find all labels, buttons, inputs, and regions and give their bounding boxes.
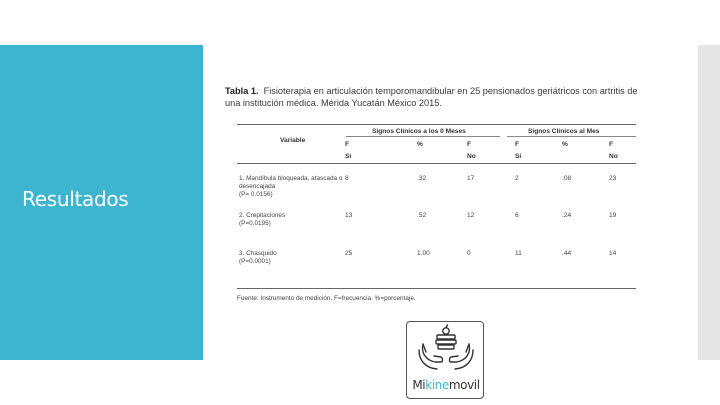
- subheader-f-pct: F: [345, 141, 350, 148]
- table-cell: .44: [562, 250, 572, 257]
- logo-text-mid: kine: [425, 378, 449, 392]
- table-cell: 25: [345, 250, 353, 257]
- table-top-rule: [237, 124, 636, 125]
- section-title: Resultados: [22, 187, 129, 211]
- table-cell: 17: [467, 175, 475, 182]
- table-cell: .24: [562, 212, 572, 219]
- table-cell: .32: [417, 175, 427, 182]
- table-cell: 12: [467, 212, 475, 219]
- table-cell: .52: [417, 212, 427, 219]
- logo-text-post: movil: [448, 378, 480, 392]
- group1-rule: [346, 136, 500, 137]
- table-row-variable: [239, 175, 349, 199]
- header-bottom-rule: [237, 163, 636, 164]
- table-cell: 19: [609, 212, 617, 219]
- table-row-variable: [239, 212, 349, 228]
- table-caption: [225, 85, 645, 109]
- group1-header: Signos Clínicos a los 0 Meses: [372, 128, 466, 135]
- subheader-si-no: No: [467, 153, 476, 160]
- subheader-si-no: No: [609, 153, 618, 160]
- variable-name: 1. Mandíbula bloqueada, atascada o desencajada: [239, 175, 343, 190]
- table-cell: .08: [562, 175, 572, 182]
- table-bottom-rule: [237, 288, 636, 289]
- table-cell: 11: [515, 250, 522, 257]
- subheader-f-pct: F: [515, 141, 520, 148]
- table-source: Fuente: Instrumento de medición. F=frecuencia. %=porcentaje.: [237, 295, 416, 302]
- table-cell: 13: [345, 212, 353, 219]
- logo: [406, 321, 484, 399]
- hands-holding-books-icon: [407, 322, 485, 378]
- variable-p-value: (P=0.0195): [239, 220, 271, 227]
- subheader-si-no: Si: [515, 153, 522, 160]
- logo-text: [407, 378, 485, 392]
- side-panel: [698, 45, 720, 360]
- subheader-f-pct: F: [609, 141, 614, 148]
- table-label: Tabla 1.: [225, 86, 259, 96]
- table-row-variable: [239, 250, 349, 266]
- table-cell: 2: [515, 175, 519, 182]
- variable-name: 2. Crepitaciones: [239, 212, 286, 219]
- caption-text: Fisioterapia en articulación temporomandibular en 25 pensionados geriátricos con artritis de una institución médica. Mérida Yucatán México 2015.: [225, 86, 638, 108]
- subheader-si-no: Si: [345, 153, 352, 160]
- table-cell: 14: [609, 250, 617, 257]
- table-cell: 1.00: [417, 250, 430, 257]
- table-cell: 23: [609, 175, 617, 182]
- table-cell: 6: [515, 212, 519, 219]
- table-cell: 0: [467, 250, 471, 257]
- variable-p-value: (P=0.0001): [239, 258, 271, 265]
- col-variable: Variable: [280, 137, 306, 144]
- subheader-f-pct: %: [562, 141, 568, 148]
- logo-text-pre: Mi: [412, 378, 426, 392]
- group2-rule: [507, 136, 636, 137]
- subheader-f-pct: F: [467, 141, 472, 148]
- variable-p-value: (P= 0.0156): [239, 191, 273, 198]
- group2-header: Signos Clínicos al Mes: [528, 128, 600, 135]
- table-cell: 8: [345, 175, 349, 182]
- subheader-f-pct: %: [417, 141, 423, 148]
- variable-name: 3. Chasquido: [239, 250, 277, 257]
